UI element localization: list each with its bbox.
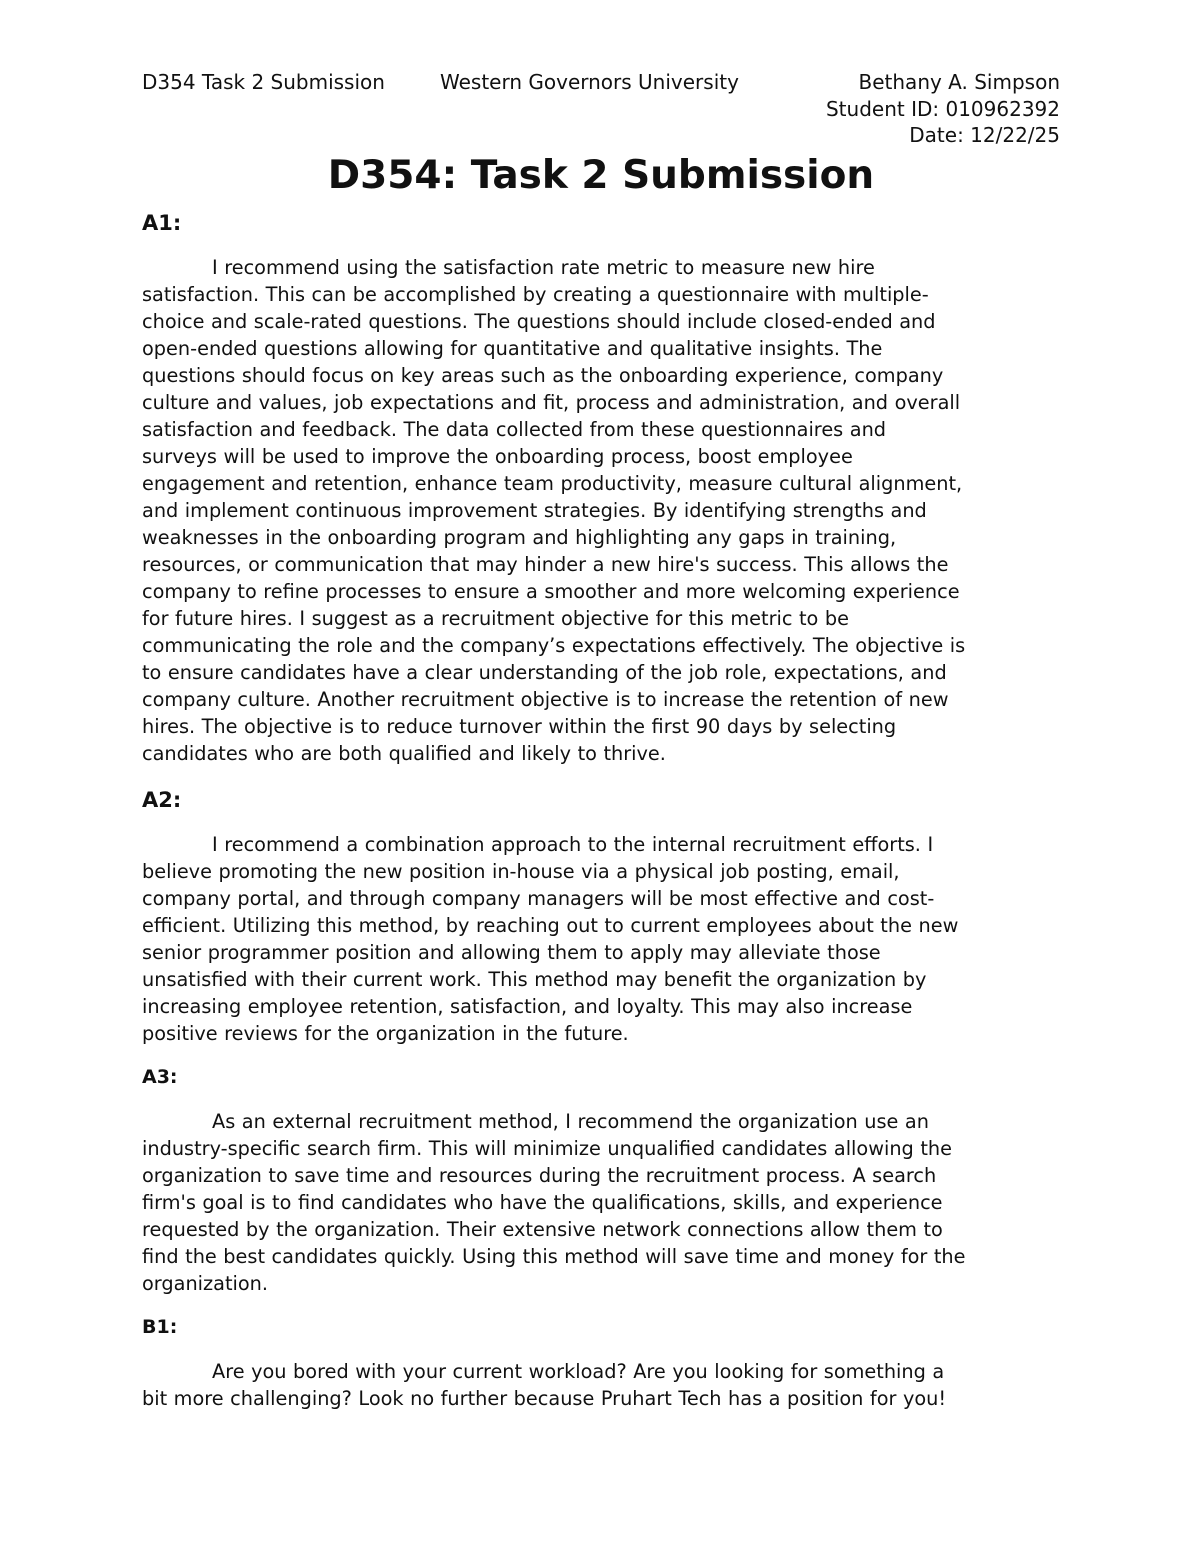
text-line: requested by the organization. Their extensive network connections allow them to [142, 1218, 943, 1241]
section-heading-b1: B1: [142, 1316, 178, 1338]
header-course: D354 Task 2 Submission [142, 70, 385, 94]
text-line: organization to save time and resources during the recruitment process. A search [142, 1164, 937, 1187]
text-line: choice and scale-rated questions. The questions should include closed-ended and [142, 310, 936, 333]
text-line: weaknesses in the onboarding program and highlighting any gaps in training, [142, 526, 897, 549]
text-line: open-ended questions allowing for quantitative and qualitative insights. The [142, 337, 883, 360]
text-line: company culture. Another recruitment objective is to increase the retention of new [142, 688, 949, 711]
text-line: efficient. Utilizing this method, by reaching out to current employees about the new [142, 914, 959, 937]
section-heading-a3: A3: [142, 1066, 178, 1088]
text-line: I recommend a combination approach to the internal recruitment efforts. I [212, 833, 934, 856]
text-line: engagement and retention, enhance team productivity, measure cultural alignment, [142, 472, 963, 495]
header-author: Bethany A. Simpson [858, 70, 1060, 94]
text-line: firm's goal is to find candidates who have the qualifications, skills, and experience [142, 1191, 943, 1214]
text-line: communicating the role and the company’s expectations effectively. The objective is [142, 634, 966, 657]
section-body-b1 [142, 1358, 1060, 1412]
page-header [142, 68, 1060, 96]
section-heading-a2: A2: [142, 788, 182, 812]
text-line: satisfaction. This can be accomplished by creating a questionnaire with multiple- [142, 283, 929, 306]
text-line: company portal, and through company managers will be most effective and cost- [142, 887, 935, 910]
text-line: As an external recruitment method, I recommend the organization use an [212, 1110, 929, 1133]
section-body-a1 [142, 254, 1060, 767]
text-line: Are you bored with your current workload? Are you looking for something a [212, 1360, 945, 1383]
text-line: senior programmer position and allowing them to apply may alleviate those [142, 941, 881, 964]
text-line: unsatisfied with their current work. This method may benefit the organization by [142, 968, 927, 991]
header-student-id: Student ID: 010962392 [825, 97, 1060, 121]
document-page [142, 68, 1060, 1412]
text-line: company to refine processes to ensure a smoother and more welcoming experience [142, 580, 960, 603]
text-line: believe promoting the new position in-house via a physical job posting, email, [142, 860, 900, 883]
text-line: resources, or communication that may hinder a new hire's success. This allows the [142, 553, 949, 576]
text-line: and implement continuous improvement strategies. By identifying strengths and [142, 499, 927, 522]
text-line: questions should focus on key areas such as the onboarding experience, company [142, 364, 944, 387]
text-line: satisfaction and feedback. The data collected from these questionnaires and [142, 418, 887, 441]
text-line: positive reviews for the organization in the future. [142, 1022, 629, 1045]
header-university: Western Governors University [440, 70, 739, 94]
text-line: I recommend using the satisfaction rate metric to measure new hire [212, 256, 875, 279]
section-body-a2 [142, 831, 1060, 1047]
text-line: bit more challenging? Look no further because Pruhart Tech has a position for you! [142, 1387, 947, 1410]
document-title: D354: Task 2 Submission [327, 153, 875, 198]
text-line: organization. [142, 1272, 269, 1295]
text-line: industry-specific search firm. This will minimize unqualified candidates allowing the [142, 1137, 952, 1160]
text-line: find the best candidates quickly. Using this method will save time and money for the [142, 1245, 966, 1268]
text-line: culture and values, job expectations and fit, process and administration, and overall [142, 391, 961, 414]
header-date: Date: 12/22/25 [909, 123, 1060, 147]
text-line: hires. The objective is to reduce turnover within the first 90 days by selecting [142, 715, 897, 738]
text-line: surveys will be used to improve the onboarding process, boost employee [142, 445, 853, 468]
text-line: for future hires. I suggest as a recruitment objective for this metric to be [142, 607, 849, 630]
text-line: increasing employee retention, satisfaction, and loyalty. This may also increase [142, 995, 913, 1018]
section-heading-a1: A1: [142, 211, 182, 235]
text-line: to ensure candidates have a clear understanding of the job role, expectations, and [142, 661, 947, 684]
text-line: candidates who are both qualified and likely to thrive. [142, 742, 666, 765]
section-body-a3 [142, 1108, 1060, 1297]
